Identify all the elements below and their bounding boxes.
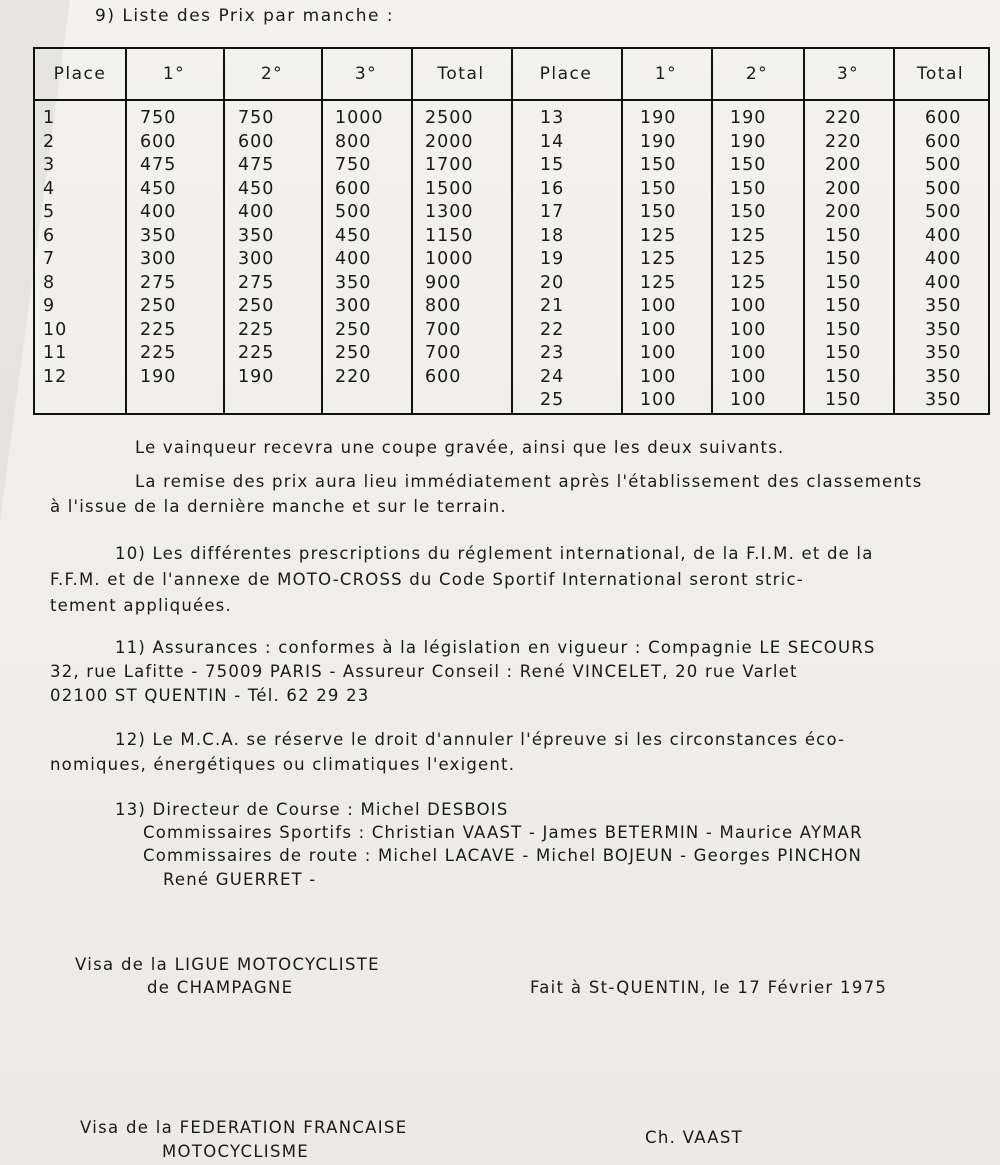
table-prize-cell: 400 xyxy=(140,202,177,222)
table-prize-cell: 190 xyxy=(238,366,275,387)
visa-federation-line2: MOTOCYCLISME xyxy=(162,1142,310,1161)
table-prize-cell: 500 xyxy=(925,202,962,222)
table-place-cell: 23 xyxy=(540,343,565,363)
table-place-cell: 24 xyxy=(540,366,565,387)
section-11-line1: 11) Assurances : conformes à la législation en vigueur : Compagnie LE SECOURS xyxy=(115,638,876,657)
paragraph-prize-ceremony-line1: La remise des prix aura lieu immédiatement après l'établissement des classements xyxy=(135,472,923,491)
table-prize-cell: 750 xyxy=(140,108,177,128)
table-prize-cell: 220 xyxy=(335,366,372,387)
signatory-name: Ch. VAAST xyxy=(645,1128,743,1147)
section-10-line1: 10) Les différentes prescriptions du réglement international, de la F.I.M. et de la xyxy=(115,544,874,563)
table-place-cell: 18 xyxy=(540,225,565,246)
table-prize-cell: 475 xyxy=(140,155,177,175)
visa-ligue-line1: Visa de la LIGUE MOTOCYCLISTE xyxy=(75,955,380,974)
table-prize-cell: 250 xyxy=(335,319,372,340)
table-prize-cell: 1300 xyxy=(425,202,474,222)
table-prize-cell: 400 xyxy=(335,249,372,269)
table-prize-cell: 200 xyxy=(825,178,862,199)
table-column-divider xyxy=(803,49,805,413)
table-place-cell: 19 xyxy=(540,249,565,269)
table-column-divider xyxy=(223,49,225,413)
table-prize-cell: 250 xyxy=(140,296,177,316)
section-10-line3: tement appliquées. xyxy=(50,596,232,615)
prize-table xyxy=(33,47,990,415)
table-prize-cell: 125 xyxy=(730,249,767,269)
section-11-line3: 02100 ST QUENTIN - Tél. 62 29 23 xyxy=(50,686,370,705)
table-place-cell: 17 xyxy=(540,202,565,222)
table-prize-cell: 250 xyxy=(335,343,372,363)
table-place-cell: 25 xyxy=(540,390,565,410)
table-prize-cell: 400 xyxy=(238,202,275,222)
table-prize-cell: 600 xyxy=(425,366,462,387)
table-prize-cell: 700 xyxy=(425,343,462,363)
table-prize-cell: 350 xyxy=(925,296,962,316)
table-place-cell: 22 xyxy=(540,319,565,340)
table-column-divider xyxy=(893,49,895,413)
table-prize-cell: 100 xyxy=(640,366,677,387)
table-prize-cell: 400 xyxy=(925,249,962,269)
table-column-divider xyxy=(125,49,127,413)
table-prize-cell: 600 xyxy=(925,108,962,128)
table-prize-cell: 190 xyxy=(730,131,767,152)
table-column-divider xyxy=(321,49,323,413)
table-prize-cell: 350 xyxy=(925,366,962,387)
table-header-cell: Place xyxy=(539,64,593,84)
table-prize-cell: 150 xyxy=(825,366,862,387)
table-prize-cell: 220 xyxy=(825,108,862,128)
table-prize-cell: 1700 xyxy=(425,155,474,175)
table-prize-cell: 100 xyxy=(640,343,677,363)
table-prize-cell: 100 xyxy=(640,296,677,316)
table-prize-cell: 350 xyxy=(925,319,962,340)
table-prize-cell: 250 xyxy=(238,296,275,316)
table-header-cell: 1° xyxy=(654,64,678,84)
table-prize-cell: 1000 xyxy=(335,108,384,128)
table-prize-cell: 150 xyxy=(825,249,862,269)
table-column-divider xyxy=(621,49,623,413)
table-prize-cell: 450 xyxy=(335,225,372,246)
table-prize-cell: 150 xyxy=(730,202,767,222)
table-prize-cell: 300 xyxy=(238,249,275,269)
table-prize-cell: 150 xyxy=(730,178,767,199)
table-prize-cell: 350 xyxy=(335,272,372,293)
table-prize-cell: 450 xyxy=(238,178,275,199)
table-prize-cell: 275 xyxy=(140,272,177,293)
table-place-cell: 21 xyxy=(540,296,565,316)
table-prize-cell: 475 xyxy=(238,155,275,175)
table-header-cell: 2° xyxy=(260,64,284,84)
table-prize-cell: 150 xyxy=(825,296,862,316)
table-prize-cell: 125 xyxy=(730,225,767,246)
table-prize-cell: 400 xyxy=(925,272,962,293)
table-column-divider xyxy=(511,49,513,413)
table-prize-cell: 600 xyxy=(238,131,275,152)
table-prize-cell: 150 xyxy=(825,225,862,246)
table-header-cell: Total xyxy=(437,64,485,84)
table-place-cell: 15 xyxy=(540,155,565,175)
table-prize-cell: 150 xyxy=(825,390,862,410)
section-12-line2: nomiques, énergétiques ou climatiques l'exigent. xyxy=(50,755,516,774)
table-prize-cell: 100 xyxy=(640,390,677,410)
section-13-line1: 13) Directeur de Course : Michel DESBOIS xyxy=(115,800,509,819)
table-prize-cell: 190 xyxy=(640,131,677,152)
table-prize-cell: 190 xyxy=(140,366,177,387)
table-prize-cell: 150 xyxy=(825,343,862,363)
table-prize-cell: 800 xyxy=(335,131,372,152)
section-13-line4: René GUERRET - xyxy=(163,870,317,889)
table-place-cell: 16 xyxy=(540,178,565,199)
table-prize-cell: 750 xyxy=(238,108,275,128)
table-prize-cell: 125 xyxy=(640,225,677,246)
visa-ligue-line2: de CHAMPAGNE xyxy=(147,978,294,997)
table-prize-cell: 150 xyxy=(730,155,767,175)
table-prize-cell: 100 xyxy=(730,343,767,363)
table-prize-cell: 500 xyxy=(925,155,962,175)
table-prize-cell: 350 xyxy=(925,343,962,363)
section-13-line2: Commissaires Sportifs : Christian VAAST - James BETERMIN - Maurice AYMAR xyxy=(143,823,863,842)
table-prize-cell: 750 xyxy=(335,155,372,175)
table-header-cell: 2° xyxy=(745,64,769,84)
table-header-divider xyxy=(35,99,988,101)
paragraph-prize-ceremony-line2: à l'issue de la dernière manche et sur le terrain. xyxy=(50,497,507,516)
paragraph-winner: Le vainqueur recevra une coupe gravée, ainsi que les deux suivants. xyxy=(135,438,785,457)
table-prize-cell: 190 xyxy=(730,108,767,128)
table-place-cell: 20 xyxy=(540,272,565,293)
table-prize-cell: 200 xyxy=(825,155,862,175)
table-prize-cell: 1500 xyxy=(425,178,474,199)
visa-federation-line1: Visa de la FEDERATION FRANCAISE xyxy=(80,1118,408,1137)
table-place-cell: 13 xyxy=(540,108,565,128)
table-prize-cell: 220 xyxy=(825,131,862,152)
table-prize-cell: 125 xyxy=(730,272,767,293)
table-prize-cell: 350 xyxy=(140,225,177,246)
table-prize-cell: 150 xyxy=(640,178,677,199)
table-place-cell: 8 xyxy=(43,272,56,293)
table-prize-cell: 125 xyxy=(640,249,677,269)
table-prize-cell: 600 xyxy=(140,131,177,152)
table-prize-cell: 400 xyxy=(925,225,962,246)
table-prize-cell: 2500 xyxy=(425,108,474,128)
table-place-cell: 7 xyxy=(43,249,56,269)
table-place-cell: 10 xyxy=(43,319,68,340)
table-prize-cell: 500 xyxy=(925,178,962,199)
table-prize-cell: 700 xyxy=(425,319,462,340)
table-prize-cell: 300 xyxy=(335,296,372,316)
table-prize-cell: 100 xyxy=(730,390,767,410)
table-place-cell: 6 xyxy=(43,225,56,246)
section-9-heading: 9) Liste des Prix par manche : xyxy=(95,6,395,26)
table-prize-cell: 450 xyxy=(140,178,177,199)
table-prize-cell: 100 xyxy=(640,319,677,340)
place-and-date: Fait à St-QUENTIN, le 17 Février 1975 xyxy=(530,978,888,997)
table-place-cell: 3 xyxy=(43,155,56,175)
table-header-cell: Total xyxy=(916,64,965,84)
table-header-cell: Place xyxy=(53,64,107,84)
section-13-line3: Commissaires de route : Michel LACAVE - Michel BOJEUN - Georges PINCHON xyxy=(143,846,863,865)
table-prize-cell: 150 xyxy=(825,319,862,340)
table-prize-cell: 350 xyxy=(238,225,275,246)
table-prize-cell: 190 xyxy=(640,108,677,128)
table-column-divider xyxy=(711,49,713,413)
table-prize-cell: 100 xyxy=(730,366,767,387)
table-header-cell: 1° xyxy=(162,64,186,84)
table-header-cell: 3° xyxy=(354,64,378,84)
table-prize-cell: 100 xyxy=(730,319,767,340)
table-prize-cell: 900 xyxy=(425,272,462,293)
table-prize-cell: 225 xyxy=(238,319,275,340)
table-prize-cell: 225 xyxy=(140,343,177,363)
table-prize-cell: 125 xyxy=(640,272,677,293)
table-prize-cell: 150 xyxy=(825,272,862,293)
table-prize-cell: 800 xyxy=(425,296,462,316)
table-place-cell: 5 xyxy=(43,202,56,222)
table-place-cell: 2 xyxy=(43,131,56,152)
table-prize-cell: 500 xyxy=(335,202,372,222)
table-header-cell: 3° xyxy=(836,64,860,84)
table-place-cell: 14 xyxy=(540,131,565,152)
table-place-cell: 9 xyxy=(43,296,56,316)
table-prize-cell: 600 xyxy=(335,178,372,199)
table-prize-cell: 1150 xyxy=(425,225,474,246)
table-place-cell: 11 xyxy=(43,343,68,363)
table-prize-cell: 200 xyxy=(825,202,862,222)
table-prize-cell: 1000 xyxy=(425,249,474,269)
table-prize-cell: 100 xyxy=(730,296,767,316)
table-prize-cell: 150 xyxy=(640,202,677,222)
table-prize-cell: 275 xyxy=(238,272,275,293)
table-place-cell: 4 xyxy=(43,178,56,199)
table-prize-cell: 225 xyxy=(140,319,177,340)
table-place-cell: 12 xyxy=(43,366,68,387)
table-prize-cell: 300 xyxy=(140,249,177,269)
table-prize-cell: 350 xyxy=(925,390,962,410)
table-prize-cell: 150 xyxy=(640,155,677,175)
table-prize-cell: 225 xyxy=(238,343,275,363)
table-prize-cell: 2000 xyxy=(425,131,474,152)
table-column-divider xyxy=(411,49,413,413)
table-place-cell: 1 xyxy=(43,108,56,128)
section-12-line1: 12) Le M.C.A. se réserve le droit d'annuler l'épreuve si les circonstances éco- xyxy=(115,730,846,749)
table-prize-cell: 600 xyxy=(925,131,962,152)
section-10-line2: F.F.M. et de l'annexe de MOTO-CROSS du Code Sportif International seront stric- xyxy=(50,570,804,589)
section-11-line2: 32, rue Lafitte - 75009 PARIS - Assureur Conseil : René VINCELET, 20 rue Varlet xyxy=(50,662,798,681)
